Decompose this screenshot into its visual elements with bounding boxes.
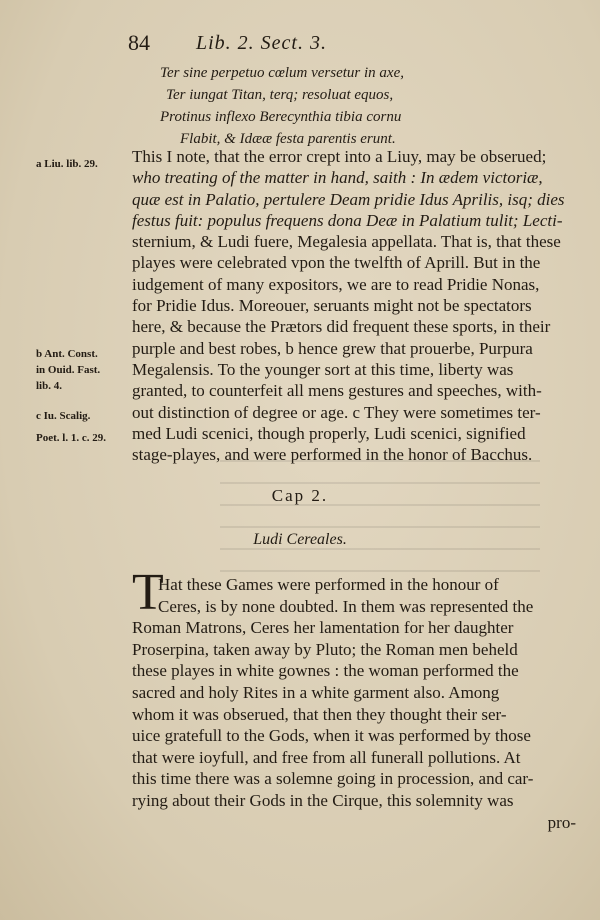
text-line: whom it was obserued, that then they thought their ser- (132, 704, 507, 724)
verse-line: Protinus inflexo Berecynthia tibia cornu (160, 109, 402, 125)
margin-note: a Liu. lib. 29. (36, 158, 98, 170)
text-line: med Ludi scenici, though properly, Ludi scenici, signified (132, 423, 526, 443)
text-line: Megalensis. To the younger sort at this time, liberty was (132, 359, 514, 379)
text-line: Ceres, is by none doubted. In them was represented the (158, 596, 534, 616)
drop-cap: T (132, 564, 164, 621)
text-line: Roman Matrons, Ceres her lamentation for her daughter (132, 618, 514, 638)
text-line: playes were celebrated vpon the twelfth of Aprill. But in the (132, 253, 541, 273)
text-line: for Pridie Idus. Moreouer, seruants might not be spectators (132, 296, 532, 316)
text-line: Hat these Games were performed in the honour of (158, 575, 499, 594)
margin-note: lib. 4. (36, 380, 62, 392)
margin-note: b Ant. Const. (36, 348, 98, 360)
verse-line: Ter iungat Titan, terq; resoluat equos, (166, 87, 394, 103)
text-line: uice gratefull to the Gods, when it was performed by those (132, 726, 531, 746)
text-line: sternium, & Ludi fuere, Megalesia appellata. That is, that these (132, 232, 561, 252)
text-line: This I note, that the error crept into a Liuy, may be obserued; (132, 147, 547, 166)
running-title: Lib. 2. Sect. 3. (196, 32, 327, 54)
bleed-through (220, 460, 540, 580)
text-line: stage-playes, and were performed in the honor of Bacchus. (132, 445, 533, 465)
text-line: out distinction of degree or age. c They were sometimes ter- (132, 402, 541, 422)
verse-quotation (160, 62, 460, 150)
margin-note: c Iu. Scalig. (36, 410, 91, 422)
margin-note: in Ouid. Fast. (36, 364, 101, 376)
body-text-section-1 (132, 146, 588, 465)
text-line: purple and best robes, b hence grew that prouerbe, Purpura (132, 338, 533, 358)
text-line: who treating of the matter in hand, saith : In ædem victoriæ, (132, 168, 543, 188)
text-line: these playes in white gownes : the woman performed the (132, 661, 519, 681)
page-number: 84 (128, 30, 150, 55)
text-line: granted, to counterfeit all mens gestures and speeches, with- (132, 381, 542, 401)
margin-note: Poet. l. 1. c. 29. (36, 432, 106, 444)
chapter-subtitle: Ludi Cereales. (253, 531, 347, 548)
text-line: here, & because the Prætors did frequent these sports, in their (132, 317, 551, 337)
text-line: iudgement of many expositors, we are to read Pridie Nonas, (132, 274, 540, 294)
text-line: that were ioyfull, and free from all funerall pollutions. At (132, 747, 521, 767)
text-line: quæ est in Palatio, pertulere Deam pridie Idus Aprilis, isq; dies (132, 189, 565, 209)
page-header (128, 30, 458, 62)
verse-line: Flabit, & Idææ festa parentis erunt. (180, 131, 396, 147)
text-line: Proserpina, taken away by Pluto; the Roman men beheld (132, 639, 518, 659)
chapter-heading: Cap 2. (271, 486, 329, 505)
body-text-section-2 (132, 574, 588, 833)
text-line: this time there was a solemne going in procession, and car- (132, 769, 534, 789)
text-line: rying about their Gods in the Cirque, this solemnity was (132, 790, 514, 810)
text-line: festus fuit: populus frequens dona Deæ in Palatium tulit; Lecti- (132, 210, 563, 230)
catchword: pro- (547, 812, 576, 832)
text-line: sacred and holy Rites in a white garment also. Among (132, 682, 500, 702)
verse-line: Ter sine perpetuo cœlum versetur in axe, (160, 65, 404, 81)
